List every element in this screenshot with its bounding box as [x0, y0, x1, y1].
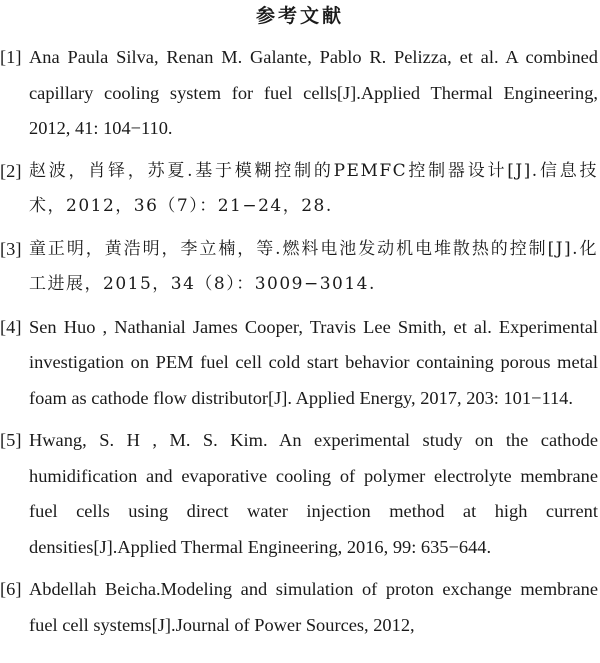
reference-text: 赵波，肖铎，苏夏.基于模糊控制的PEMFC控制器设计[J].信息技术，2012，36（7）：21−24，28. — [29, 160, 598, 216]
reference-item-1 — [0, 40, 600, 147]
references-heading: 参考文献 — [255, 5, 344, 27]
reference-text: Abdellah Beicha.Modeling and simulation of proton exchange membrane fuel cell systems[J].Journal of Power Sources, 2012, — [29, 579, 598, 635]
reference-item-2 — [0, 154, 600, 225]
reference-text: 童正明，黄浩明，李立楠，等.燃料电池发动机电堆散热的控制[J].化工进展，2015，34（8）：3009−3014. — [29, 238, 598, 294]
reference-number: [3] — [0, 238, 22, 259]
reference-text: Hwang, S. H , M. S. Kim. An experimental study on the cathode humidification and evaporative cooling of polymer electrolyte membrane fuel cells using direct water injection method at high current densities[J].Applied Thermal Engineering, 2016, 99: 635−644. — [29, 430, 598, 557]
reference-text: Ana Paula Silva, Renan M. Galante, Pablo R. Pelizza, et al. A combined capillary cooling system for fuel cells[J].Applied Thermal Engineering, 2012, 41: 104−110. — [29, 47, 598, 138]
reference-item-3 — [0, 232, 600, 303]
reference-item-4 — [0, 310, 600, 417]
reference-item-5 — [0, 423, 600, 565]
reference-list — [0, 40, 600, 650]
reference-text: Sen Huo , Nathanial James Cooper, Travis Lee Smith, et al. Experimental investigation on PEM fuel cell cold start behavior containing porous metal foam as cathode flow distributor[J]. Applied Energy, 2017, 203: 101−114. — [29, 316, 598, 408]
reference-number: [5] — [0, 430, 22, 450]
reference-number: [4] — [0, 316, 22, 337]
reference-number: [1] — [0, 47, 22, 67]
reference-number: [6] — [0, 579, 22, 599]
reference-number: [2] — [0, 160, 22, 181]
reference-item-6 — [0, 572, 600, 643]
